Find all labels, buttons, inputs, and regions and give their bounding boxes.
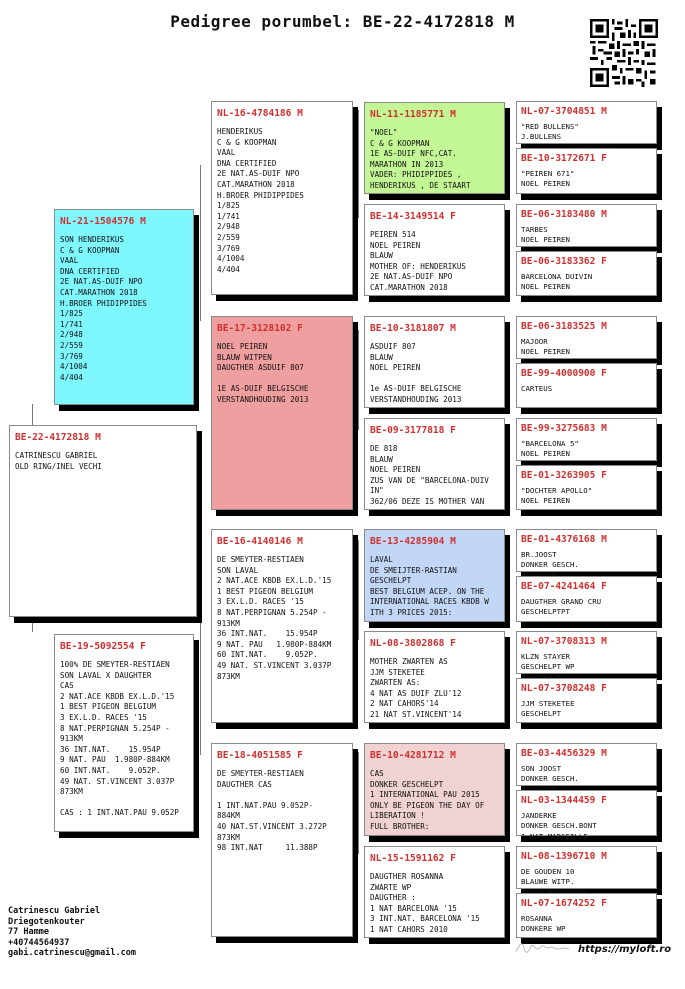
owner-contact: Catrinescu Gabriel Driegotenkouter 77 Hamme +40744564937 gabi.catrinescu@gmail.com	[8, 906, 136, 959]
pigeon-card-gen3[interactable]	[364, 204, 505, 296]
pigeon-details: CATRINESCU GABRIEL OLD RING/INEL VECHI	[15, 451, 102, 471]
ring-number: BE-14-3149514 F	[370, 211, 456, 222]
pigeon-details: "RED BULLENS" J.BULLENS	[521, 122, 579, 142]
pigeon-card-gen4[interactable]	[516, 631, 657, 674]
ring-number: BE-16-4140146 M	[217, 536, 303, 547]
ring-number: BE-10-4281712 M	[370, 750, 456, 761]
pigeon-card-gen3[interactable]	[364, 102, 505, 194]
pigeon-card-gen4[interactable]	[516, 893, 657, 938]
pigeon-details: NOEL PEIREN BLAUW WITPEN DAUGTHER ASDUIF 807 1E AS-DUIF BELGISCHE VERSTANDHOUDING 2013	[217, 342, 309, 404]
pigeon-card-gen3[interactable]	[364, 743, 505, 836]
pigeon-details: DE 818 BLAUW NOEL PEIREN ZUS VAN DE "BARCELONA-DUIV IN" 362/06 DEZE IS MOTHER VAN	[370, 444, 489, 506]
qr-code	[590, 19, 658, 87]
pigeon-details: MOTHER ZWARTEN AS JJM STEKETEE ZWARTEN AS: 4 NAT AS DUIF ZLU'12 2 NAT CAHORS'14 21 NAT ST.VINCENT'14	[370, 657, 462, 719]
connector	[358, 540, 359, 640]
ring-number: BE-17-3128102 F	[217, 323, 303, 334]
pigeon-card-gen4[interactable]	[516, 101, 657, 144]
ring-number: BE-22-4172818 M	[15, 432, 101, 443]
pigeon-details: "NOEL" C & G KOOPMAN 1E AS-DUIF NFC,CAT. MARATHON IN 2013 VADER: PHIDIPPIDES , HENDERIKUS , DE STAART	[370, 128, 471, 190]
ring-number: BE-10-3181807 M	[370, 323, 456, 334]
ring-number: BE-10-3172671 F	[521, 153, 607, 164]
ring-number: NL-03-1344459 F	[521, 795, 607, 806]
pigeon-details: DE SMEYTER-RESTIAEN DAUGTHER CAS 1 INT.NAT.PAU 9.052P- 884KM 40 NAT.ST.VINCENT 3.272P 873KM 98 INT.NAT 11.388P	[217, 769, 327, 853]
pigeon-card-dam[interactable]	[54, 634, 194, 832]
ring-number: BE-07-4241464 F	[521, 581, 607, 592]
pigeon-card-gen4[interactable]	[516, 529, 657, 572]
pigeon-card-gen3[interactable]	[364, 846, 505, 938]
pigeon-details: ASDUIF 807 BLAUW NOEL PEIREN 1e AS-DUIF BELGISCHE VERSTANDHOUDING 2013	[370, 342, 462, 404]
ring-number: NL-16-4784186 M	[217, 108, 303, 119]
pigeon-card-gen4[interactable]	[516, 790, 657, 841]
pigeon-details: SON HENDERIKUS C & G KOOPMAN VAAL DNA CERTIFIED 2E NAT.AS-DUIF NPO CAT.MARATHON 2018 H.BROER PHIDIPPIDES 1/825 1/741 2/948 2/559 3/769 4/1004 4/404	[60, 235, 147, 382]
ring-number: NL-08-3802868 F	[370, 638, 456, 649]
connector	[358, 752, 359, 854]
ring-number: BE-19-5092554 F	[60, 641, 146, 652]
pigeon-details: "BARCELONA 5" NOEL PEIREN	[521, 439, 579, 459]
ring-number: BE-99-4000900 F	[521, 368, 607, 379]
connector	[32, 404, 33, 426]
ring-number: NL-11-1185771 M	[370, 109, 456, 120]
pigeon-details: JJM STEKETEE GESCHELPT	[521, 699, 575, 719]
ring-number: BE-18-4051585 F	[217, 750, 303, 761]
pigeon-details: KLZN STAYER GESCHELPT WP	[521, 652, 575, 672]
pigeon-card-gen4[interactable]	[516, 316, 657, 359]
pigeon-card-gen4[interactable]	[516, 251, 657, 296]
pigeon-details: LAVAL DE SMEIJTER-RASTIAN GESCHELPT BEST BELGIUM ACEP. ON THE INTERNATIONAL RACES KBDB W ITH 3 PRICES 2015:	[370, 555, 489, 617]
connector	[200, 545, 201, 755]
pigeon-card-gen4[interactable]	[516, 743, 657, 786]
pigeon-card-gen4[interactable]	[516, 418, 657, 461]
pigeon-card-gen3[interactable]	[364, 529, 505, 622]
ring-number: BE-09-3177818 F	[370, 425, 456, 436]
pigeon-card-subject[interactable]	[9, 425, 197, 617]
pigeon-card-gen4[interactable]	[516, 678, 657, 723]
pigeon-details: PEIREN 514 NOEL PEIREN BLAUW MOTHER OF: HENDERIKUS 2E NAT.AS-DUIF NPO CAT.MARATHON 2018	[370, 230, 467, 292]
pigeon-card-sire[interactable]	[54, 209, 194, 405]
ring-number: BE-01-3263905 F	[521, 470, 607, 481]
pigeon-details: ROSANNA DONKERE WP	[521, 914, 566, 934]
page-title: Pedigree porumbel: BE-22-4172818 M	[170, 12, 515, 31]
connector	[358, 330, 359, 430]
pigeon-card-gen3[interactable]	[364, 418, 505, 510]
ring-number: NL-07-3704851 M	[521, 106, 607, 117]
ring-number: NL-21-1504576 M	[60, 216, 146, 227]
ring-number: BE-06-3183480 M	[521, 209, 607, 220]
pigeon-card-gen4[interactable]	[516, 363, 657, 408]
connector	[32, 616, 33, 632]
pigeon-card-gen4[interactable]	[516, 204, 657, 247]
pigeon-details: DE GOUDEN 10 BLAUWE WITP.	[521, 867, 575, 887]
pigeon-card-gen3[interactable]	[364, 316, 505, 408]
ring-number: BE-06-3183525 M	[521, 321, 607, 332]
pigeon-card-gen4[interactable]	[516, 148, 657, 194]
pigeon-details: HENDERIKUS C & G KOOPMAN VAAL DNA CERTIFIED 2E NAT.AS-DUIF NPO CAT.MARATHON 2018 H.BROER PHIDIPPIDES 1/825 1/741 2/948 2/559 3/769 4/1004 4/404	[217, 127, 304, 274]
pigeon-details: DAUGTHER GRAND CRU GESCHELPTPT	[521, 597, 602, 617]
pigeon-details: DAUGTHER ROSANNA ZWARTE WP DAUGTHER : 1 NAT BARCELONA '15 3 INT.NAT. BARCELONA '15 1 NAT CAHORS 2010	[370, 872, 480, 934]
ring-number: BE-99-3275683 M	[521, 423, 607, 434]
pigeon-card-gen4[interactable]	[516, 576, 657, 622]
pigeon-details: JANDERKE DONKER GESCH.BONT 1 NAT MARSEILLE	[521, 811, 597, 841]
pigeon-details: TARBES NOEL PEIREN	[521, 225, 570, 245]
pigeon-details: BARCELONA DUIVIN NOEL PEIREN	[521, 272, 593, 292]
pigeon-details: CAS DONKER GESCHELPT 1 INTERNATIONAL PAU 2015 ONLY BE PIGEON THE DAY OF LIBERATION ! FULL BROTHER:	[370, 769, 485, 831]
pigeon-details: SON JOOST DONKER GESCH.	[521, 764, 579, 784]
ring-number: NL-07-1674252 F	[521, 898, 607, 909]
ring-number: BE-13-4285904 M	[370, 536, 456, 547]
pigeon-details: CARTEUS	[521, 384, 553, 393]
website-link[interactable]: https://myloft.ro	[578, 944, 672, 955]
connector	[200, 165, 201, 321]
pigeon-details: "PEIREN 671" NOEL PEIREN	[521, 169, 575, 189]
pigeon-card-gen2[interactable]	[211, 101, 353, 295]
signature	[514, 940, 572, 956]
ring-number: NL-07-3708313 M	[521, 636, 607, 647]
pigeon-card-gen2[interactable]	[211, 743, 353, 937]
ring-number: BE-03-4456329 M	[521, 748, 607, 759]
ring-number: NL-08-1396710 M	[521, 851, 607, 862]
pigeon-card-gen2[interactable]	[211, 529, 353, 723]
connector	[358, 110, 359, 218]
pigeon-details: BR.JOOST DONKER GESCH.	[521, 550, 579, 570]
ring-number: BE-06-3183362 F	[521, 256, 607, 267]
pigeon-details: MAJOOR NOEL PEIREN	[521, 337, 570, 357]
pigeon-details: "DOCHTER APOLLO" NOEL PEIREN	[521, 486, 593, 506]
pigeon-details: 100% DE SMEYTER-RESTIAEN SON LAVAL X DAUGHTER CAS 2 NAT.ACE KBDB EX.L.D.'15 1 BEST PIGEON BELGIUM 3 EX.L.D. RACES '15 8 NAT.PERPIGNAN 5.254P - 913KM 36 INT.NAT. 15.954P 9 NAT. PAU 1.980P-884KM 60 INT.NAT. 9.052P. 49 NAT. ST.VINCENT 3.037P 873KM CAS : 1 INT.NAT.PAU 9.052P	[60, 660, 179, 818]
ring-number: NL-15-1591162 F	[370, 853, 456, 864]
pigeon-card-gen4[interactable]	[516, 465, 657, 510]
pigeon-card-gen2[interactable]	[211, 316, 353, 510]
pigeon-card-gen3[interactable]	[364, 631, 505, 723]
ring-number: NL-07-3708248 F	[521, 683, 607, 694]
pigeon-details: DE SMEYTER-RESTIAEN SON LAVAL 2 NAT.ACE KBDB EX.L.D.'15 1 BEST PIGEON BELGIUM 3 EX.L.D. RACES '15 8 NAT.PERPIGNAN 5.254P - 913KM 36 INT.NAT. 15.954P 9 NAT. PAU 1.980P-884KM 60 INT.NAT. 9.052P. 49 NAT. ST.VINCENT 3.037P 873KM	[217, 555, 332, 681]
ring-number: BE-01-4376168 M	[521, 534, 607, 545]
pigeon-card-gen4[interactable]	[516, 846, 657, 889]
